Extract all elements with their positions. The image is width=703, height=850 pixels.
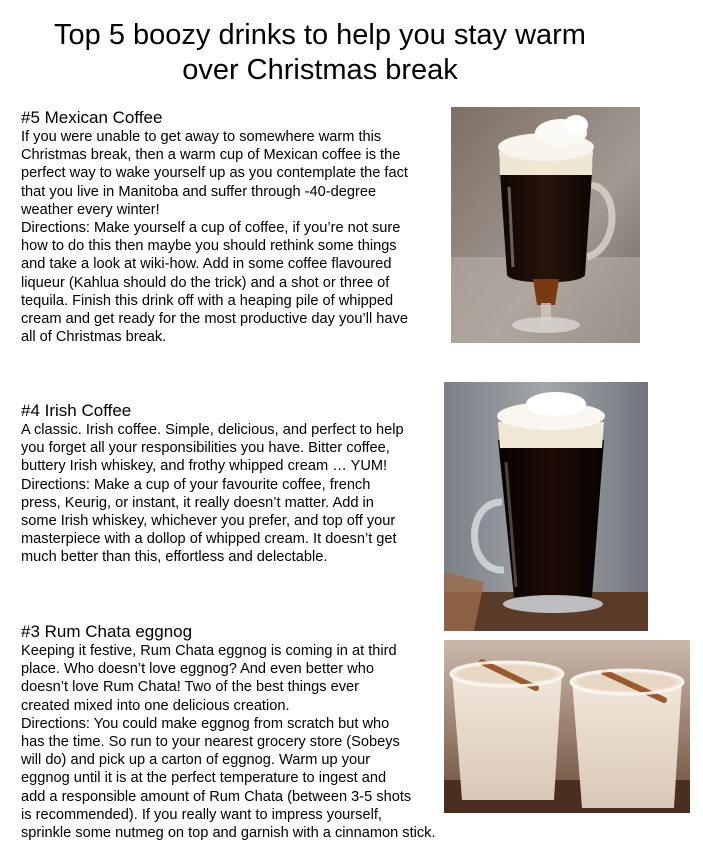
section-line: weather every winter!: [21, 201, 160, 218]
section-line: perfect way to wake yourself up as you contemplate the fact: [21, 165, 408, 182]
page-title: [0, 18, 640, 88]
section-line: Christmas break, then a warm cup of Mexican coffee is the: [21, 147, 401, 164]
section-line: add a responsible amount of Rum Chata (between 3-5 shots: [21, 788, 412, 805]
section-line: masterpiece with a dollop of whipped cream. It doesn’t get: [21, 531, 397, 548]
section-mexican-coffee: [21, 108, 408, 346]
section-line: press, Keurig, or instant, it really doesn’t matter. Add in: [21, 494, 374, 511]
section-line: will do) and pick up a carton of eggnog. Warm up your: [21, 752, 371, 769]
section-line: much better than this, effortless and delectable.: [21, 549, 328, 566]
section-line: cream and get ready for the most productive day you’ll have: [21, 311, 408, 328]
eggnog-photo: [444, 640, 690, 813]
mexican-coffee-photo: [451, 107, 640, 343]
section-rum-chata-eggnog: [21, 622, 436, 842]
section-line: eggnog until it is at the perfect temperature to ingest and: [21, 770, 387, 787]
section-line: sprinkle some nutmeg on top and garnish with a cinnamon stick.: [21, 825, 436, 842]
section-line: Directions: You could make eggnog from scratch but who: [21, 715, 390, 732]
section-line: Keeping it festive, Rum Chata eggnog is coming in at third: [21, 643, 397, 659]
section-line: how to do this then maybe you should rethink some things: [21, 238, 397, 255]
section-line: place. Who doesn’t love eggnog? And even better who: [21, 661, 374, 678]
irish-coffee-photo: [444, 382, 648, 631]
section-line: liqueur (Kahlua should do the trick) and a shot or three of: [21, 274, 390, 291]
section-line: Directions: Make a cup of your favourite coffee, french: [21, 476, 371, 493]
section-line: that you live in Manitoba and suffer through -40-degree: [21, 183, 377, 200]
section-line: buttery Irish whiskey, and frothy whipped cream … YUM!: [21, 458, 388, 475]
section-line: you forget all your responsibilities you have. Bitter coffee,: [21, 440, 390, 457]
section-line: doesn’t love Rum Chata! Two of the best things ever: [21, 679, 360, 696]
section-heading: #3 Rum Chata eggnog: [21, 622, 193, 641]
section-line: A classic. Irish coffee. Simple, delicious, and perfect to help: [21, 422, 404, 438]
page-title-line-1: Top 5 boozy drinks to help you stay warm: [54, 19, 586, 51]
section-line: and take a look at wiki-how. Add in some coffee flavoured: [21, 256, 392, 273]
section-irish-coffee: [21, 401, 404, 567]
section-line: created mixed into one delicious creation.: [21, 697, 290, 714]
section-line: If you were unable to get away to somewhere warm this: [21, 129, 382, 145]
section-line: tequila. Finish this drink off with a heaping pile of whipped: [21, 292, 394, 309]
section-heading: #5 Mexican Coffee: [21, 108, 163, 127]
page-title-line-2: over Christmas break: [182, 54, 458, 86]
section-line: is recommended). If you really want to impress yourself,: [21, 806, 382, 823]
section-line: has the time. So run to your nearest grocery store (Sobeys: [21, 734, 400, 751]
section-line: some Irish whiskey, whichever you prefer, and top off your: [21, 513, 396, 530]
section-line: Directions: Make yourself a cup of coffee, if you’re not sure: [21, 220, 401, 237]
section-line: all of Christmas break.: [21, 329, 167, 346]
section-heading: #4 Irish Coffee: [21, 401, 132, 420]
